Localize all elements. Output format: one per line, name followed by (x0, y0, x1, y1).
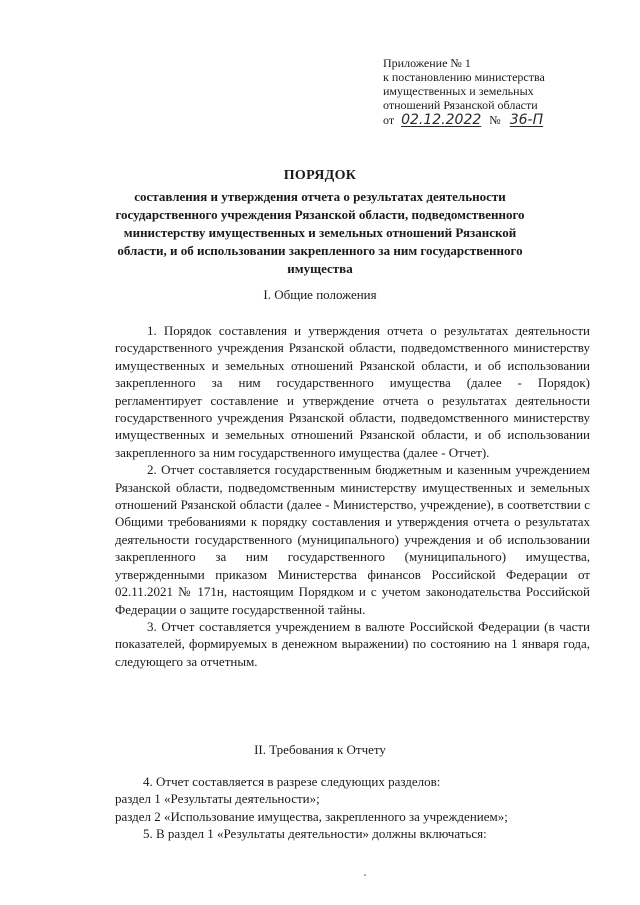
paragraph: 3. Отчет составляется учреждением в валюте Российской Федерации (в части показателей, формируемых в денежном выражении) по состоянию на 1 января года, следующего за отчетным. (115, 618, 590, 669)
appendix-line: отношений Рязанской области (383, 98, 538, 112)
paragraph: раздел 1 «Результаты деятельности»; (115, 791, 320, 807)
scan-speck (364, 874, 366, 876)
number-sign: № (489, 113, 501, 127)
title-subtitle: составления и утверждения отчета о результатах деятельности государственного учреждения Рязанской области, подведомственного министерству имущественных и земельных отношений Рязанской области, и об использовании закрепленного за ним государственного имущества (115, 189, 525, 276)
paragraph: 4. Отчет составляется в разрезе следующих разделов: (143, 774, 441, 789)
section-body (115, 773, 590, 843)
handwritten-number: 36-П (509, 112, 544, 128)
section-body (115, 322, 590, 670)
section-heading: II. Требования к Отчету (254, 742, 386, 757)
appendix-line: имущественных и земельных (383, 84, 534, 98)
paragraph: раздел 2 «Использование имущества, закрепленного за учреждением»; (115, 808, 508, 824)
appendix-date-line (383, 113, 623, 127)
appendix-line: к постановлению министерства (383, 70, 545, 84)
document-title (100, 167, 540, 278)
section-heading: I. Общие положения (263, 287, 377, 302)
appendix-line: Приложение № 1 (383, 56, 471, 70)
appendix-block (383, 56, 623, 127)
handwritten-date: 02.12.2022 (401, 112, 482, 128)
paragraph: 1. Порядок составления и утверждения отчета о результатах деятельности государственного учреждения Рязанской области, подведомственного министерству имущественных и земельных отношений Рязанской области, и об использовании закрепленного за ним государственного имущества (далее - Порядок) регламентирует составление и утверждение отчета о результатах деятельности государственного учреждения Рязанской области, подведомственного министерству имущественных и земельных отношений Рязанской области, и об использовании закрепленного за ним государственного имущества (далее - Отчет). (115, 323, 590, 460)
paragraph: 2. Отчет составляется государственным бюджетным и казенным учреждением Рязанской области, подведомственным министерству имущественных и земельных отношений Рязанской области (далее - Министерство, учреждение), в соответствии с Общими требованиями к порядку составления и утверждения отчета о результатах деятельности государственного (муниципального) учреждения и об использовании закрепленного за ним государственного (муниципального) имущества, утвержденными приказом Министерства финансов Российской Федерации от 02.11.2021 № 171н, настоящим Порядком и с учетом законодательства Российской Федерации о защите государственной тайны. (115, 462, 590, 617)
title-main: ПОРЯДОК (283, 168, 357, 183)
date-prefix: от (383, 113, 395, 127)
paragraph: 5. В раздел 1 «Результаты деятельности» должны включаться: (143, 826, 487, 842)
